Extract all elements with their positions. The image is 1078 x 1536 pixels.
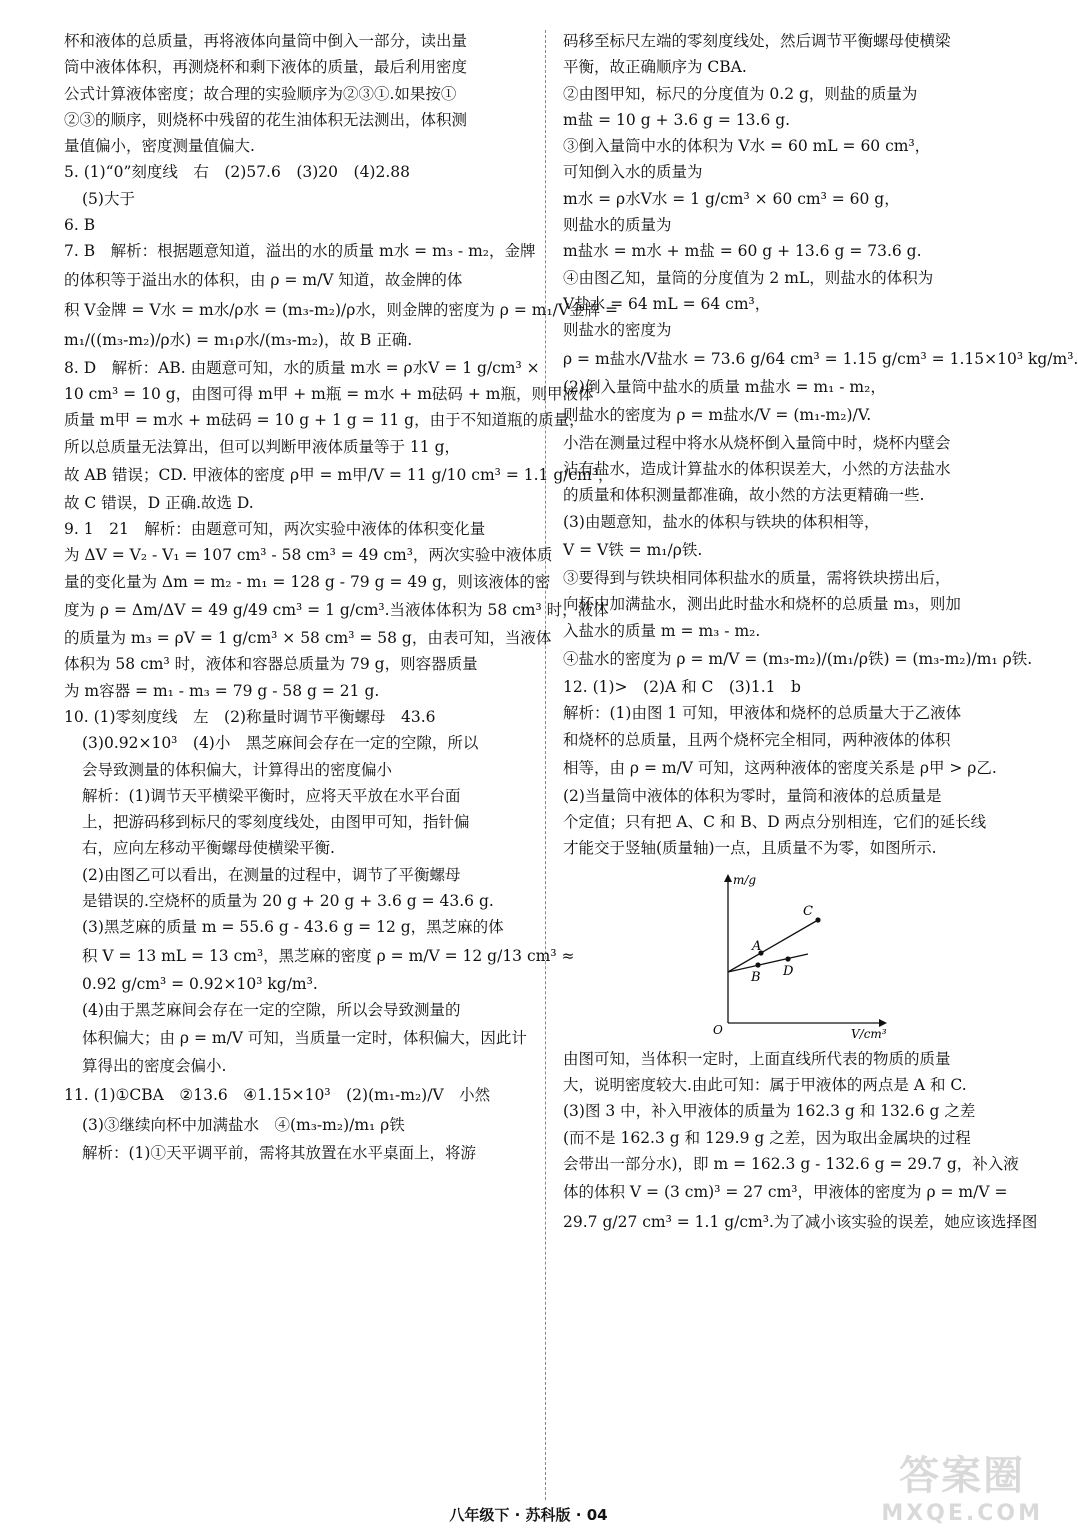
point-d — [785, 956, 790, 961]
text-line: 故 AB 错误；CD. 甲液体的密度 ρ甲 = m甲/V = 11 g/10 cm³ = 1.1 g/cm³， — [64, 465, 614, 484]
text-line: 9. 1 21 解析：由题意可知，两次实验中液体的体积变化量 — [64, 520, 486, 539]
text-line: 算得出的密度会偏小. — [82, 1057, 227, 1076]
text-line: 6. B — [64, 216, 96, 235]
point-c — [815, 917, 820, 922]
text-line: 的体积等于溢出水的体积，由 ρ = m/V 知道，故金牌的体 — [64, 270, 463, 289]
text-line: 才能交于竖轴(质量轴)一点，且质量不为零，如图所示. — [563, 839, 937, 858]
text-line: m₁/((m₃-m₂)/ρ水) = m₁ρ水/(m₃-m₂)，故 B 正确. — [64, 330, 413, 349]
right-text-bottom — [563, 1046, 1038, 1237]
text-line: 体的体积 V = (3 cm)³ = 27 cm³，甲液体的密度为 ρ = m/V = — [563, 1183, 1008, 1202]
text-line: 积 V金牌 = V水 = m水/ρ水 = (m₃-m₂)/ρ水，则金牌的密度为 ρ = m₁/V金牌 = — [64, 300, 618, 319]
text-line: (2)倒入量筒中盐水的质量 m盐水 = m₁ - m₂， — [563, 377, 886, 396]
text-line: V = V铁 = m₁/ρ铁. — [563, 541, 703, 560]
text-line: 可知倒入水的质量为 — [563, 163, 703, 182]
text-line: 则盐水的密度为 ρ = m盐水/V = (m₁-m₂)/V. — [563, 405, 872, 424]
text-line: 右，应向左移动平衡螺母使横梁平衡. — [82, 839, 335, 858]
text-line: ③倒入量筒中水的体积为 V水 = 60 mL = 60 cm³， — [563, 137, 931, 156]
text-line: 向杯中加满盐水，测出此时盐水和烧杯的总质量 m₃，则加 — [563, 595, 961, 614]
y-axis-arrow — [724, 874, 732, 882]
right-column — [563, 28, 1078, 1237]
watermark-line1: 答案圈 — [899, 1453, 1026, 1499]
label-a: A — [752, 938, 762, 954]
text-line: (3)由题意知，盐水的体积与铁块的体积相等， — [563, 512, 880, 531]
text-line: 杯和液体的总质量，再将液体向量筒中倒入一部分，读出量 — [64, 32, 468, 50]
text-line: ρ = m盐水/V盐水 = 73.6 g/64 cm³ = 1.15 g/cm³ = 1.15×10³ kg/m³. — [563, 349, 1078, 368]
label-b: B — [751, 969, 761, 985]
text-line: 为 ΔV = V₂ - V₁ = 107 cm³ - 58 cm³ = 49 cm³，两次实验中液体质 — [64, 546, 553, 565]
text-line: (3)③继续向杯中加满盐水 ④(m₃-m₂)/m₁ ρ铁 — [82, 1115, 405, 1134]
text-line: 公式计算液体密度；故合理的实验顺序为②③①.如果按① — [64, 84, 457, 103]
text-line: 是错误的.空烧杯的质量为 20 g + 20 g + 3.6 g = 43.6 g. — [82, 892, 494, 911]
line-ac — [728, 920, 818, 972]
text-line: 0.92 g/cm³ = 0.92×10³ kg/m³. — [82, 974, 318, 993]
text-line: 量的变化量为 Δm = m₂ - m₁ = 128 g - 79 g = 49 g，则该液体的密 — [64, 572, 551, 591]
text-line: m盐 = 10 g + 3.6 g = 13.6 g. — [563, 110, 791, 129]
text-line: 体积为 58 cm³ 时，液体和容器总质量为 79 g，则容器质量 — [64, 655, 478, 674]
text-line: 7. B 解析：根据题意知道，溢出的水的质量 m水 = m₃ - m₂，金牌 — [64, 242, 536, 261]
text-line: 11. (1)①CBA ②13.6 ④1.15×10³ (2)(m₁-m₂)/V 小然 — [64, 1085, 491, 1104]
text-line: ④盐水的密度为 ρ = m/V = (m₃-m₂)/(m₁/ρ铁) = (m₃-m₂)/m₁ ρ铁. — [563, 649, 1033, 668]
text-line: 沾有盐水，造成计算盐水的体积误差大，小然的方法盐水 — [563, 460, 951, 479]
text-line: 和烧杯的总质量，且两个烧杯完全相同，两种液体的体积 — [563, 730, 951, 749]
label-d: D — [783, 963, 794, 979]
text-line: 小浩在测量过程中将水从烧杯倒入量筒中时，烧杯内壁会 — [563, 433, 951, 452]
text-line: 10. (1)零刻度线 左 (2)称量时调节平衡螺母 43.6 — [64, 707, 436, 726]
text-line: 会带出一部分水)，即 m = 162.3 g - 132.6 g = 29.7 g，补入液 — [563, 1154, 1019, 1173]
point-b — [755, 962, 760, 967]
text-line: (3)黑芝麻的质量 m = 55.6 g - 43.6 g = 12 g，黑芝麻的体 — [82, 918, 504, 937]
text-line: 解析：(1)由图 1 可知，甲液体和烧杯的总质量大于乙液体 — [563, 704, 962, 723]
text-line: 解析：(1)①天平调平前，需将其放置在水平桌面上，将游 — [82, 1143, 476, 1162]
line-bd — [728, 954, 808, 972]
text-line: 个定值；只有把 A、C 和 B、D 两点分别相连，它们的延长线 — [563, 813, 987, 832]
text-line: ②由图甲知，标尺的分度值为 0.2 g，则盐的质量为 — [563, 84, 918, 103]
text-line: 的质量和体积测量都准确，故小然的方法更精确一些. — [563, 486, 925, 505]
text-line: 大，说明密度较大.由此可知：属于甲液体的两点是 A 和 C. — [563, 1076, 967, 1095]
text-line: 解析：(1)调节天平横梁平衡时，应将天平放在水平台面 — [82, 786, 461, 805]
text-line: 质量 m甲 = m水 + m砝码 = 10 g + 1 g = 11 g，由于不知道瓶的质量， — [64, 411, 585, 430]
text-line: (2)当量筒中液体的体积为零时，量筒和液体的总质量是 — [563, 786, 942, 805]
text-line: (3)图 3 中，补入甲液体的质量为 162.3 g 和 132.6 g 之差 — [563, 1102, 976, 1121]
mass-volume-graph — [703, 868, 893, 1041]
text-line: 由图可知，当体积一定时，上面直线所代表的物质的质量 — [563, 1049, 951, 1068]
text-line: 12. (1)> (2)A 和 C (3)1.1 b — [563, 677, 801, 696]
text-line: 则盐水的密度为 — [563, 321, 672, 340]
text-line: 上，把游码移到标尺的零刻度线处，由图甲可知，指针偏 — [82, 813, 470, 832]
text-line: 的质量为 m₃ = ρV = 1 g/cm³ × 58 cm³ = 58 g，由表可知，当液体 — [64, 629, 552, 648]
text-line: (而不是 162.3 g 和 129.9 g 之差，因为取出金属块的过程 — [563, 1128, 971, 1147]
origin-label: O — [713, 1022, 723, 1037]
x-axis-label: V/cm³ — [851, 1026, 887, 1041]
text-line: ②③的顺序，则烧杯中残留的花生油体积无法测出，体积测 — [64, 110, 468, 129]
text-line: m水 = ρ水V水 = 1 g/cm³ × 60 cm³ = 60 g， — [563, 189, 900, 208]
text-line: 5. (1)“0”刻度线 右 (2)57.6 (3)20 (4)2.88 — [64, 163, 410, 182]
label-c: C — [803, 903, 813, 919]
text-line: (2)由图乙可以看出，在测量的过程中，调节了平衡螺母 — [82, 865, 461, 884]
text-line: 所以总质量无法算出，但可以判断甲液体质量等于 11 g， — [64, 437, 461, 456]
text-line: ③要得到与铁块相同体积盐水的质量，需将铁块捞出后， — [563, 569, 951, 588]
text-line: (3)0.92×10³ (4)小 黑芝麻间会存在一定的空隙，所以 — [82, 734, 479, 753]
text-line: (4)由于黑芝麻间会存在一定的空隙，所以会导致测量的 — [82, 1000, 461, 1019]
x-axis-arrow — [879, 1019, 887, 1027]
text-line: 相等，由 ρ = m/V 可知，这两种液体的密度关系是 ρ甲 > ρ乙. — [563, 758, 997, 777]
text-line: 体积偏大；由 ρ = m/V 可知，当质量一定时，体积偏大，因此计 — [82, 1029, 527, 1048]
column-divider — [545, 30, 546, 1500]
text-line: V盐水 = 64 mL = 64 cm³， — [563, 294, 771, 313]
watermark-logo — [881, 1444, 1043, 1526]
right-text-top — [563, 28, 1078, 862]
watermark-line2: MXQE.COM — [881, 1501, 1043, 1526]
text-line: 积 V = 13 mL = 13 cm³，黑芝麻的密度 ρ = m/V = 12 g/13 cm³ ≈ — [82, 946, 575, 965]
text-line: (5)大于 — [82, 189, 135, 208]
text-line: 为 m容器 = m₁ - m₃ = 79 g - 58 g = 21 g. — [64, 681, 380, 700]
y-axis-label: m/g — [733, 872, 757, 887]
text-line: 故 C 错误，D 正确.故选 D. — [64, 493, 254, 512]
text-line: 筒中液体体积，再测烧杯和剩下液体的质量，最后利用密度 — [64, 58, 468, 77]
text-line: 会导致测量的体积偏大，计算得出的密度偏小 — [82, 760, 393, 779]
text-line: ④由图乙知，量筒的分度值为 2 mL，则盐水的体积为 — [563, 268, 934, 287]
text-line: 码移至标尺左端的零刻度线处，然后调节平衡螺母使横梁 — [563, 32, 951, 50]
text-line: 8. D 解析：AB. 由题意可知，水的质量 m水 = ρ水V = 1 g/cm³ × — [64, 358, 540, 377]
text-line: 度为 ρ = Δm/ΔV = 49 g/49 cm³ = 1 g/cm³.当液体体积为 58 cm³ 时，液体 — [64, 601, 609, 620]
text-line: 10 cm³ = 10 g，由图可得 m甲 + m瓶 = m水 + m砝码 + m瓶，则甲液体 — [64, 384, 594, 403]
text-line: m盐水 = m水 + m盐 = 60 g + 13.6 g = 73.6 g. — [563, 242, 922, 261]
page-footer: 八年级下 · 苏科版 · 04 — [449, 1506, 608, 1524]
text-line: 29.7 g/27 cm³ = 1.1 g/cm³.为了减小该实验的误差，她应该选择图 — [563, 1213, 1038, 1232]
text-line: 平衡，故正确顺序为 CBA. — [563, 58, 747, 77]
text-line: 入盐水的质量 m = m₃ - m₂. — [563, 621, 761, 640]
text-line: 量值偏小，密度测量值偏大. — [64, 137, 255, 156]
text-line: 则盐水的质量为 — [563, 216, 672, 235]
